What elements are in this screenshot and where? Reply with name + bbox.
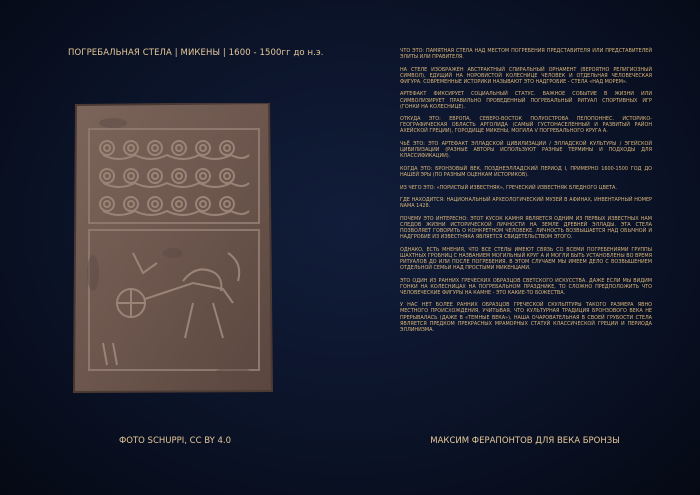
paragraph-secular-art: ЭТО ОДИН ИЗ РАННИХ ГРЕЧЕСКИХ ОБРАЗЦОВ СВЕТСКОГО ИСКУССТВА. ДАЖЕ ЕСЛИ МЫ ВИДИМ ГОНКИ НА КОЛЕСНИЦАХ НА ПОГРЕБАЛЬНОМ ПРАЗДНИКЕ, ТО СЛОЖНО ПРЕДПОЛОЖИТЬ ЧТО ЧЕЛОВЕЧЕСКИЕ ФИГУРЫ НА КАМНЕ - ЭТО КАКИЕ-ТО БОЖЕСТВА. (400, 277, 652, 296)
paragraph-opinion: ОДНАКО, ЕСТЬ МНЕНИЯ, ЧТО ВСЕ СТЕЛЫ ИМЕЮТ СВЯЗЬ СО ВСЕМИ ПОГРЕБЕНИЯМИ ГРУППЫ ШАХТНЫХ ГРОБНИЦ С НАЗВАНИЕМ МОГИЛЬНЫЙ КРУГ А И МОГЛИ БЫТЬ УСТАНОВЛЕНЫ ВО ВРЕМЯ РИТУАЛОВ ДО ИЛИ ПОСЛЕ ПОГРЕБЕНИЯ. В ЭТОМ СЛУЧАЕМ МЫ ИМЕЕМ ДЕЛО С ВОЗВЫШЕНИЕМ ОТДЕЛЬНОЙ СЕМЬИ НАД ПРОСТЫМИ МИКЕНЦАМИ. (400, 246, 652, 271)
paragraph-legacy: У НАС НЕТ БОЛЕЕ РАННИХ ОБРАЗЦОВ ГРЕЧЕСКОЙ СКУЛЬПТУРЫ ТАКОГО РАЗМЕРА ЯВНО МЕСТНОГО ПРОИСХОЖДЕНИЯ, УЧИТЫВАЯ, ЧТО КУЛЬТУРНАЯ ТРАДИЦИЯ БРОНЗОВОГО ВЕКА НЕ ПРЕРЫВАЛАСЬ (ДАЖЕ В «ТЕМНЫЕ ВЕКА»), НАША ОЧАРОВАТЕЛЬНАЯ В СВОЕЙ ГРУБОСТИ СТЕЛА ЯВЛЯЕТСЯ ПРЕДКОМ ПРЕКРАСНЫХ МРАМОРНЫХ СТАТУЙ КЛАССИЧЕСКОЙ ГРЕЦИИ И ПЕРИОДА ЭЛЛИНИЗМА. (400, 302, 652, 333)
paragraph-culture: ЧЬЁ ЭТО: ЭТО АРТЕФАКТ ЭЛЛАДСКОЙ ЦИВИЛИЗАЦИИ / ЭЛЛАДСКОЙ КУЛЬТУРЫ / ЭГЕЙСКОЙ ЦИВИЛИЗАЦИИ (РАЗНЫЕ АВТОРЫ ИСПОЛЬЗУЮТ РАЗНЫЕ ТЕРМИНЫ И ПОДХОДЫ ДЛЯ КЛАССИФИКАЦИИ). (400, 141, 652, 160)
paragraph-description: НА СТЕЛЕ ИЗОБРАЖЕН АБСТРАКТНЫЙ СПИРАЛЬНЫЙ ОРНАМЕНТ (ВЕРОЯТНО РЕЛИГИОЗНЫЙ СИМВОЛ), ЕДУЩИЙ НА НОРОВИСТОЙ КОЛЕСНИЦЕ ЧЕЛОВЕК И ОТДЕЛЬНАЯ ЧЕЛОВЕЧЕСКАЯ ФИГУРА. СОВРЕМЕННЫЕ ИСТОРИКИ НАЗЫВАЮТ ЭТО НАДГРОБИЕ - СТЕЛА «НАД МОРЕМ». (400, 66, 652, 85)
paragraph-date: КОГДА ЭТО: БРОНЗОВЫЙ ВЕК, ПОЗДНЕЭЛЛАДСКИЙ ПЕРИОД I, ПРИМЕРНО 1600-1500 ГОД ДО НАШЕЙ ЭРЫ (ПО РАЗНЫМ ОЦЕНКАМ ИСТОРИКОВ). (400, 165, 652, 178)
paragraph-location: ГДЕ НАХОДИТСЯ: НАЦИОНАЛЬНЫЙ АРХЕОЛОГИЧЕСКИЙ МУЗЕЙ В АФИНАХ, ИНВЕНТАРНЫЙ НОМЕР NAMA 1428. (400, 197, 652, 210)
stele-photo (73, 103, 273, 393)
photo-caption: ФОТО SCHUPPI, CC BY 4.0 (118, 436, 232, 446)
paragraph-status: АРТЕФАКТ ФИКСИРУЕТ СОЦИАЛЬНЫЙ СТАТУС. ВАЖНОЕ СОБЫТИЕ В ЖИЗНИ ИЛИ СИМВОЛИЗИРУЕТ ПРАВИЛЬНО ПРОВЕДЕННЫЙ ПОГРЕБАЛЬНЫЙ РИТУАЛ СПОРТИВНЫХ ИГР (ГОНКИ НА КОЛЕСНИЦЕ). (400, 91, 652, 110)
right-page (350, 0, 700, 495)
page-header: ПОГРЕБАЛЬНАЯ СТЕЛА | МИКЕНЫ | 1600 - 1500гг до н.э. (68, 48, 324, 58)
paragraph-what: ЧТО ЭТО: ПАМЯТНАЯ СТЕЛА НАД МЕСТОМ ПОГРЕБЕНИЯ ПРЕДСТАВИТЕЛЯ ИЛИ ПРЕДСТАВИТЕЛЕЙ ЭЛИТЫ ИЛИ ПРАВИТЕЛЯ. (400, 48, 652, 61)
paragraph-origin: ОТКУДА ЭТО: ЕВРОПА, СЕВЕРО-ВОСТОК ПОЛУОСТРОВА ПЕЛОПОННЕС. ИСТОРИКО-ГЕОГРАФИЧЕСКАЯ ОБЛАСТЬ АРГОЛИДА (САМЫЙ ГУСТОНАСЕЛЕННЫЙ И РАЗВИТЫЙ РАЙОН АХЕЙСКОЙ ГРЕЦИИ), ГОРОДИЩЕ МИКЕНЫ, МОГИЛА V ПОГРЕБАЛЬНОГО КРУГА А. (400, 116, 652, 135)
paragraph-interest: ПОЧЕМУ ЭТО ИНТЕРЕСНО: ЭТОТ КУСОК КАМНЯ ЯВЛЯЕТСЯ ОДНИМ ИЗ ПЕРВЫХ ИЗВЕСТНЫХ НАМ СЛЕДОВ ЖИЗНИ ИСТОРИЧЕСКОЙ ЛИЧНОСТИ НА ЗЕМЛЕ ДРЕВНЕЙ ЭЛЛАДЫ. ЭТА СТЕЛА ПОЗВОЛЯЕТ ГОВОРИТЬ О КОНКРЕТНОМ ЧЕЛОВЕКЕ. ЛИЧНОСТЬ ВОЗВЫШАЕТСЯ НАД ОБЫЧНОЙ И НАДГРОБИЕ ИЗ ИЗВЕСТНЯКА ЯВЛЯЕТСЯ СВИДЕТЕЛЬСТВОМ ЭТОГО. (400, 215, 652, 241)
article-text (400, 48, 652, 339)
author-caption: МАКСИМ ФЕРАПОНТОВ ДЛЯ ВЕКА БРОНЗЫ (430, 436, 620, 446)
paragraph-material: ИЗ ЧЕГО ЭТО: «ПОРИСТЫЙ ИЗВЕСТНЯК», ГРЕЧЕСКИЙ ИЗВЕСТНЯК БЛЕДНОГО ЦВЕТА. (400, 184, 617, 191)
